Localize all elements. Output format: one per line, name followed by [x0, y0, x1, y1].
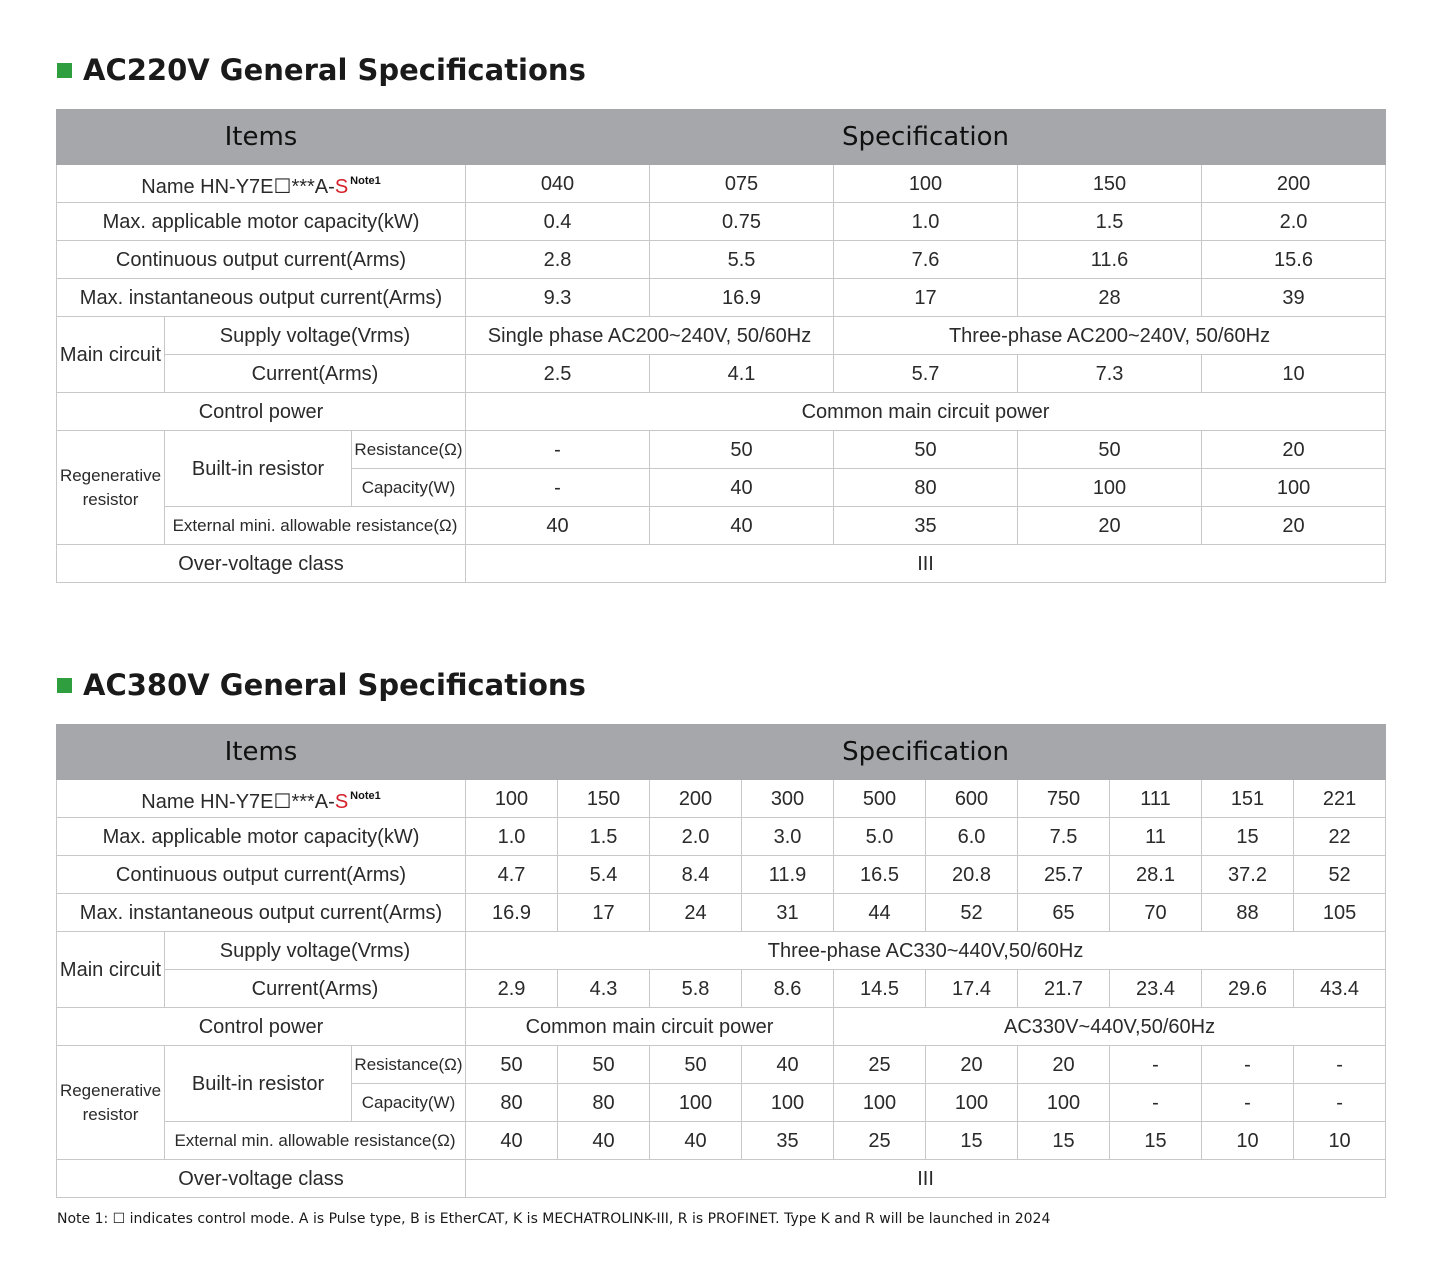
cell: -: [466, 431, 650, 469]
cell: -: [1110, 1084, 1202, 1122]
table-row: [57, 165, 1386, 203]
spec-table-ac380: [56, 724, 1386, 1198]
cell: 31: [742, 894, 834, 932]
cell: 150: [1018, 165, 1202, 203]
cell: 300: [742, 780, 834, 818]
cell: 44: [834, 894, 926, 932]
cell: 1.5: [1018, 203, 1202, 241]
cell: 15: [926, 1122, 1018, 1160]
cell: Three-phase AC200~240V, 50/60Hz: [834, 317, 1386, 355]
cell: 40: [650, 1122, 742, 1160]
cell: 0.75: [650, 203, 834, 241]
cell: 21.7: [1018, 970, 1110, 1008]
cell: 4.7: [466, 856, 558, 894]
row-label: External mini. allowable resistance(Ω): [165, 507, 466, 545]
cell: 52: [926, 894, 1018, 932]
table-row: [57, 1046, 1386, 1084]
cell: -: [1202, 1084, 1294, 1122]
cell: 8.6: [742, 970, 834, 1008]
table-row: [57, 932, 1386, 970]
row-label: Supply voltage(Vrms): [165, 317, 466, 355]
cell: 8.4: [650, 856, 742, 894]
main-circuit-label: Main circuit: [57, 317, 165, 393]
cell: 15: [1202, 818, 1294, 856]
cell: 0.4: [466, 203, 650, 241]
table-row: [57, 1122, 1386, 1160]
cell: 22: [1294, 818, 1386, 856]
cell: 70: [1110, 894, 1202, 932]
cell: AC330V~440V,50/60Hz: [834, 1008, 1386, 1046]
cell: 7.3: [1018, 355, 1202, 393]
cell: 100: [1018, 1084, 1110, 1122]
table-row: [57, 203, 1386, 241]
regen-resistor-label: Regenerative resistor: [57, 1046, 165, 1160]
table-row: [57, 241, 1386, 279]
row-label: Current(Arms): [165, 355, 466, 393]
cell: 5.8: [650, 970, 742, 1008]
cell: 150: [558, 780, 650, 818]
row-label: Continuous output current(Arms): [57, 241, 466, 279]
cell: 5.5: [650, 241, 834, 279]
cell: 28.1: [1110, 856, 1202, 894]
cell: 11.9: [742, 856, 834, 894]
cell: 25: [834, 1122, 926, 1160]
row-label: Current(Arms): [165, 970, 466, 1008]
cell: 25.7: [1018, 856, 1110, 894]
cell: 16.5: [834, 856, 926, 894]
cell: 2.8: [466, 241, 650, 279]
regen-resistor-label: Regenerative resistor: [57, 431, 165, 545]
cell: 80: [834, 469, 1018, 507]
section-title-text: AC220V General Specifications: [83, 53, 586, 87]
cell: 9.3: [466, 279, 650, 317]
spec-table-ac220: [56, 109, 1386, 583]
cell: 15: [1018, 1122, 1110, 1160]
name-label: Name HN-Y7E☐***A-S $^{Note1}$: [57, 780, 466, 818]
cell: 105: [1294, 894, 1386, 932]
cell: 88: [1202, 894, 1294, 932]
cell: 5.7: [834, 355, 1018, 393]
cell: 111: [1110, 780, 1202, 818]
row-label: Max. applicable motor capacity(kW): [57, 818, 466, 856]
cell: 100: [466, 780, 558, 818]
cell: 20: [926, 1046, 1018, 1084]
cell: 6.0: [926, 818, 1018, 856]
cell: 37.2: [1202, 856, 1294, 894]
cell: 17.4: [926, 970, 1018, 1008]
cell: 20: [1202, 431, 1386, 469]
cell: Three-phase AC330~440V,50/60Hz: [466, 932, 1386, 970]
cell: 40: [466, 507, 650, 545]
table-row: [57, 393, 1386, 431]
cell: 20.8: [926, 856, 1018, 894]
cell: 17: [558, 894, 650, 932]
row-label: Max. instantaneous output current(Arms): [57, 894, 466, 932]
table-row: [57, 279, 1386, 317]
cell: Common main circuit power: [466, 1008, 834, 1046]
cell: Single phase AC200~240V, 50/60Hz: [466, 317, 834, 355]
table-header-row: [57, 725, 1386, 780]
cell: 5.0: [834, 818, 926, 856]
cell: 35: [834, 507, 1018, 545]
cell: 1.5: [558, 818, 650, 856]
cell: 20: [1202, 507, 1386, 545]
cell: 20: [1018, 507, 1202, 545]
table-row: [57, 818, 1386, 856]
cell: 40: [650, 507, 834, 545]
row-label: Capacity(W): [352, 469, 466, 507]
cell: 10: [1202, 355, 1386, 393]
cell: 1.0: [466, 818, 558, 856]
cell: 11: [1110, 818, 1202, 856]
cell: 23.4: [1110, 970, 1202, 1008]
cell: 100: [834, 165, 1018, 203]
header-items: Items: [57, 110, 466, 165]
cell: 14.5: [834, 970, 926, 1008]
cell: 16.9: [650, 279, 834, 317]
cell: III: [466, 1160, 1386, 1198]
cell: 50: [1018, 431, 1202, 469]
cell: 39: [1202, 279, 1386, 317]
cell: 1.0: [834, 203, 1018, 241]
row-label: Resistance(Ω): [352, 431, 466, 469]
cell: 10: [1294, 1122, 1386, 1160]
cell: 35: [742, 1122, 834, 1160]
table-row: [57, 1160, 1386, 1198]
cell: 50: [650, 1046, 742, 1084]
table-header-row: [57, 110, 1386, 165]
cell: 24: [650, 894, 742, 932]
cell: 50: [650, 431, 834, 469]
cell: 25: [834, 1046, 926, 1084]
cell: 52: [1294, 856, 1386, 894]
cell: Common main circuit power: [466, 393, 1386, 431]
cell: 11.6: [1018, 241, 1202, 279]
cell: 2.0: [1202, 203, 1386, 241]
cell: 65: [1018, 894, 1110, 932]
cell: 40: [742, 1046, 834, 1084]
table-row: [57, 545, 1386, 583]
green-square-icon: [57, 63, 72, 78]
table-row: [57, 355, 1386, 393]
table-row: [57, 507, 1386, 545]
section-title-ac220: [57, 50, 586, 90]
header-specification: Specification: [466, 110, 1386, 165]
cell: -: [1202, 1046, 1294, 1084]
table-row: [57, 856, 1386, 894]
cell: III: [466, 545, 1386, 583]
cell: -: [466, 469, 650, 507]
cell: 600: [926, 780, 1018, 818]
cell: 40: [466, 1122, 558, 1160]
table-row: [57, 431, 1386, 469]
cell: 50: [834, 431, 1018, 469]
cell: 200: [1202, 165, 1386, 203]
row-label: Resistance(Ω): [352, 1046, 466, 1084]
cell: 29.6: [1202, 970, 1294, 1008]
cell: 221: [1294, 780, 1386, 818]
cell: 15: [1110, 1122, 1202, 1160]
row-label: Control power: [57, 393, 466, 431]
section-title-text: AC380V General Specifications: [83, 668, 586, 702]
row-label: Over-voltage class: [57, 1160, 466, 1198]
cell: 16.9: [466, 894, 558, 932]
cell: 200: [650, 780, 742, 818]
cell: -: [1110, 1046, 1202, 1084]
row-label: Max. applicable motor capacity(kW): [57, 203, 466, 241]
footnote: Note 1: ☐ indicates control mode. A is Pulse type, B is EtherCAT, K is MECHATROLINK-III, R is PROFINET. Type K and R will be launched in 2024: [57, 1211, 1051, 1227]
builtin-resistor-label: Built-in resistor: [165, 431, 352, 507]
cell: 80: [466, 1084, 558, 1122]
table-row: [57, 970, 1386, 1008]
header-specification: Specification: [466, 725, 1386, 780]
cell: 3.0: [742, 818, 834, 856]
cell: 40: [650, 469, 834, 507]
table-row: [57, 894, 1386, 932]
cell: 5.4: [558, 856, 650, 894]
cell: 20: [1018, 1046, 1110, 1084]
cell: 15.6: [1202, 241, 1386, 279]
row-label: Continuous output current(Arms): [57, 856, 466, 894]
cell: -: [1294, 1084, 1386, 1122]
table-row: [57, 317, 1386, 355]
cell: 100: [650, 1084, 742, 1122]
cell: 43.4: [1294, 970, 1386, 1008]
cell: 100: [926, 1084, 1018, 1122]
cell: 7.6: [834, 241, 1018, 279]
table-row: [57, 780, 1386, 818]
cell: 4.1: [650, 355, 834, 393]
cell: 100: [1202, 469, 1386, 507]
cell: 100: [834, 1084, 926, 1122]
cell: 17: [834, 279, 1018, 317]
row-label: Control power: [57, 1008, 466, 1046]
table-row: [57, 1008, 1386, 1046]
green-square-icon: [57, 678, 72, 693]
name-label: Name HN-Y7E☐***A-S $^{Note1}$: [57, 165, 466, 203]
cell: 7.5: [1018, 818, 1110, 856]
cell: 075: [650, 165, 834, 203]
cell: 500: [834, 780, 926, 818]
header-items: Items: [57, 725, 466, 780]
cell: 100: [742, 1084, 834, 1122]
cell: 50: [466, 1046, 558, 1084]
main-circuit-label: Main circuit: [57, 932, 165, 1008]
cell: -: [1294, 1046, 1386, 1084]
row-label: Capacity(W): [352, 1084, 466, 1122]
cell: 100: [1018, 469, 1202, 507]
row-label: Over-voltage class: [57, 545, 466, 583]
cell: 040: [466, 165, 650, 203]
row-label: Supply voltage(Vrms): [165, 932, 466, 970]
cell: 151: [1202, 780, 1294, 818]
cell: 2.0: [650, 818, 742, 856]
cell: 40: [558, 1122, 650, 1160]
cell: 2.5: [466, 355, 650, 393]
cell: 10: [1202, 1122, 1294, 1160]
cell: 2.9: [466, 970, 558, 1008]
cell: 80: [558, 1084, 650, 1122]
section-title-ac380: [57, 665, 586, 705]
builtin-resistor-label: Built-in resistor: [165, 1046, 352, 1122]
row-label: External min. allowable resistance(Ω): [165, 1122, 466, 1160]
cell: 750: [1018, 780, 1110, 818]
cell: 4.3: [558, 970, 650, 1008]
cell: 28: [1018, 279, 1202, 317]
row-label: Max. instantaneous output current(Arms): [57, 279, 466, 317]
cell: 50: [558, 1046, 650, 1084]
